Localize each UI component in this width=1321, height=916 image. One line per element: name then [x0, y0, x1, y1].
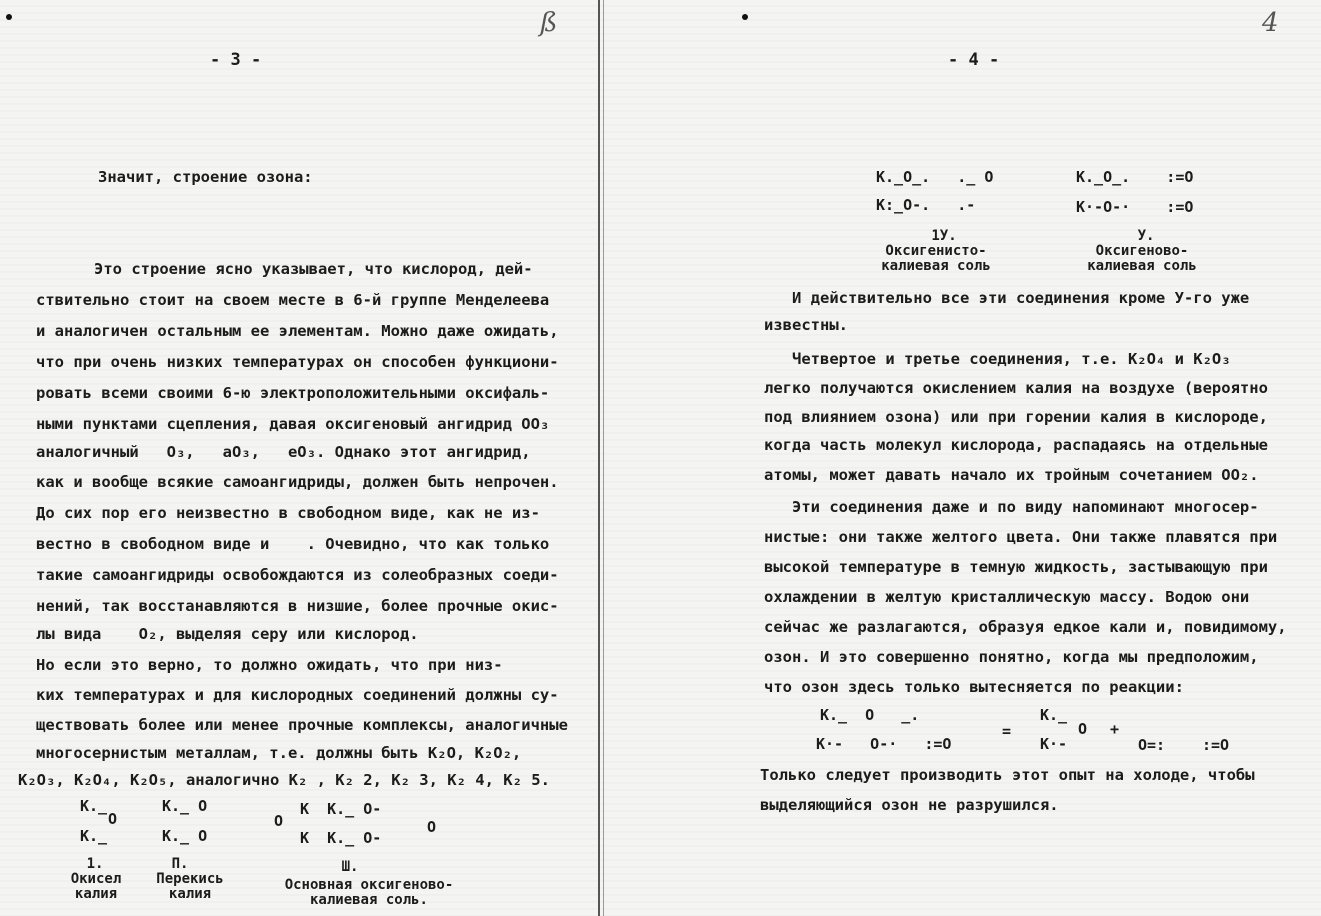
- left-page: [0, 0, 598, 916]
- formula-iii-line1: K K._ O-: [300, 800, 382, 818]
- text-line: Но если это верно, то должно ожидать, что при низ-: [36, 656, 503, 674]
- text-line: Это строение ясно указывает, что кислород, дей-: [94, 260, 533, 278]
- text-line: выделяющийся озон не разрушился.: [760, 796, 1059, 814]
- formula-iii-oxygen-left: O: [274, 812, 284, 830]
- text-line: такие самоангидриды освобождаются из солеобразных соеди-: [36, 566, 559, 584]
- text-line: под влиянием озона) или при горении калия в кислороде,: [764, 408, 1268, 426]
- reaction-product-2: :=O: [1202, 736, 1230, 754]
- text-line: что озон здесь только вытесняется по реакции:: [764, 678, 1184, 696]
- formula-i-oxygen: O: [108, 810, 118, 828]
- caption-i-label: Окисел калия: [70, 871, 122, 902]
- heading: Значит, строение озона:: [98, 168, 313, 186]
- text-line: известны.: [764, 316, 848, 334]
- text-line: вестно в свободном виде и . Очевидно, что как только: [36, 535, 550, 553]
- reaction-right-k2: K·-: [1040, 735, 1068, 753]
- formula-ii-line1: K._ O: [162, 797, 208, 815]
- right-page: [604, 0, 1321, 916]
- caption-i-number: 1.: [86, 856, 104, 872]
- text-line: многосернистым металлам, т.е. должны быть K₂O, K₂O₂,: [36, 744, 522, 762]
- handwritten-page-mark: ß: [540, 8, 558, 38]
- caption-iii-number: Ш.: [341, 859, 359, 875]
- caption-iv-label: Оксигенисто- калиевая соль: [881, 243, 991, 274]
- text-line: И действительно все эти соединения кроме У-го уже: [764, 289, 1250, 307]
- reaction-left-line2: K·- O-· :=O: [816, 735, 952, 753]
- text-line: когда часть молекул кислорода, распадаясь на отдельные: [764, 436, 1268, 454]
- text-line: легко получаются окислением калия на воздухе (вероятно: [764, 379, 1268, 397]
- formula-v-line1: K._O_. :=O: [1076, 168, 1194, 186]
- text-line: атомы, может давать начало их тройным сочетанием OO₂.: [764, 466, 1259, 484]
- page-number: - 4 -: [948, 50, 1000, 70]
- text-line: как и вообще всякие самоангидриды, должен быть непрочен.: [36, 473, 559, 491]
- reaction-plus: +: [1110, 720, 1120, 738]
- formula-i-line1: K._: [80, 797, 108, 815]
- text-line: ких температурах и для кислородных соединений должны су-: [36, 686, 559, 704]
- text-line: озон. И это совершенно понятно, когда мы предположим,: [764, 648, 1259, 666]
- text-line: До сих пор его неизвестно в свободном виде, как не из-: [36, 504, 540, 522]
- handwritten-page-mark: 4: [1262, 8, 1279, 38]
- reaction-right-k1: K._: [1040, 706, 1068, 724]
- text-line: аналогичный O₃, aO₃, eO₃. Однако этот ангидрид,: [36, 443, 531, 461]
- text-line: нистые: они также желтого цвета. Они также плавятся при: [764, 528, 1278, 546]
- text-line: ществовать более или менее прочные комплексы, аналогичные: [36, 716, 568, 734]
- text-line: нений, так восстанавляются в низшие, более прочные окис-: [36, 597, 559, 615]
- text-line: и аналогичен остальным ее элементам. Можно даже ожидать,: [36, 322, 559, 340]
- caption-ii-number: П.: [171, 856, 189, 872]
- text-line: что при очень низких температурах он способен функциони-: [36, 353, 559, 371]
- page-fold: [598, 0, 600, 916]
- formula-iii-oxygen-right: O: [427, 818, 437, 836]
- text-line: ствительно стоит на своем месте в 6-й группе Менделеева: [36, 291, 550, 309]
- text-line: K₂O₃, K₂O₄, K₂O₅, аналогично K₂ , K₂ 2, K₂ 3, K₂ 4, K₂ 5.: [18, 771, 550, 789]
- formula-ii-line2: K._ O: [162, 827, 208, 845]
- caption-iv-number: 1У.: [931, 228, 957, 244]
- reaction-product-1: O=:: [1138, 736, 1166, 754]
- formula-iv-line2: K:_O-. .-: [876, 196, 976, 214]
- punch-hole-mark: [6, 14, 12, 20]
- caption-ii-label: Перекись калия: [156, 871, 224, 902]
- formula-v-line2: K·-O-· :=O: [1076, 198, 1194, 216]
- text-line: ными пунктами сцепления, давая оксигеновый ангидрид OO₃: [36, 415, 550, 433]
- text-line: высокой температуре в темную жидкость, застывающую при: [764, 558, 1268, 576]
- text-line: Четвертое и третье соединения, т.е. K₂O₄ и K₂O₃: [764, 350, 1231, 368]
- formula-iv-line1: K._O_. ._ O: [876, 168, 994, 186]
- text-line: сейчас же разлагаются, образуя едкое кали и, повидимому,: [764, 618, 1287, 636]
- text-line: ровать всеми своими 6-ю электроположительными оксифаль-: [36, 384, 550, 402]
- page-number: - 3 -: [210, 50, 262, 70]
- reaction-right-oxygen: O: [1078, 720, 1088, 738]
- reaction-left-line1: K._ O _.: [820, 706, 920, 724]
- formula-iii-line2: K K._ O-: [300, 829, 382, 847]
- caption-v-label: Оксигеново- калиевая соль: [1087, 243, 1197, 274]
- text-line: лы вида O₂, выделяя серу или кислород.: [36, 625, 419, 643]
- caption-v-number: У.: [1137, 228, 1155, 244]
- reaction-equals: =: [1002, 722, 1012, 740]
- caption-iii-label: Основная оксигеново- калиевая соль.: [284, 877, 454, 908]
- text-line: Эти соединения даже и по виду напоминают многосер-: [764, 498, 1259, 516]
- formula-i-line2: K._: [80, 827, 108, 845]
- punch-hole-mark: [742, 14, 748, 20]
- text-line: Только следует производить этот опыт на холоде, чтобы: [760, 766, 1255, 784]
- text-line: охлаждении в желтую кристаллическую массу. Водою они: [764, 588, 1250, 606]
